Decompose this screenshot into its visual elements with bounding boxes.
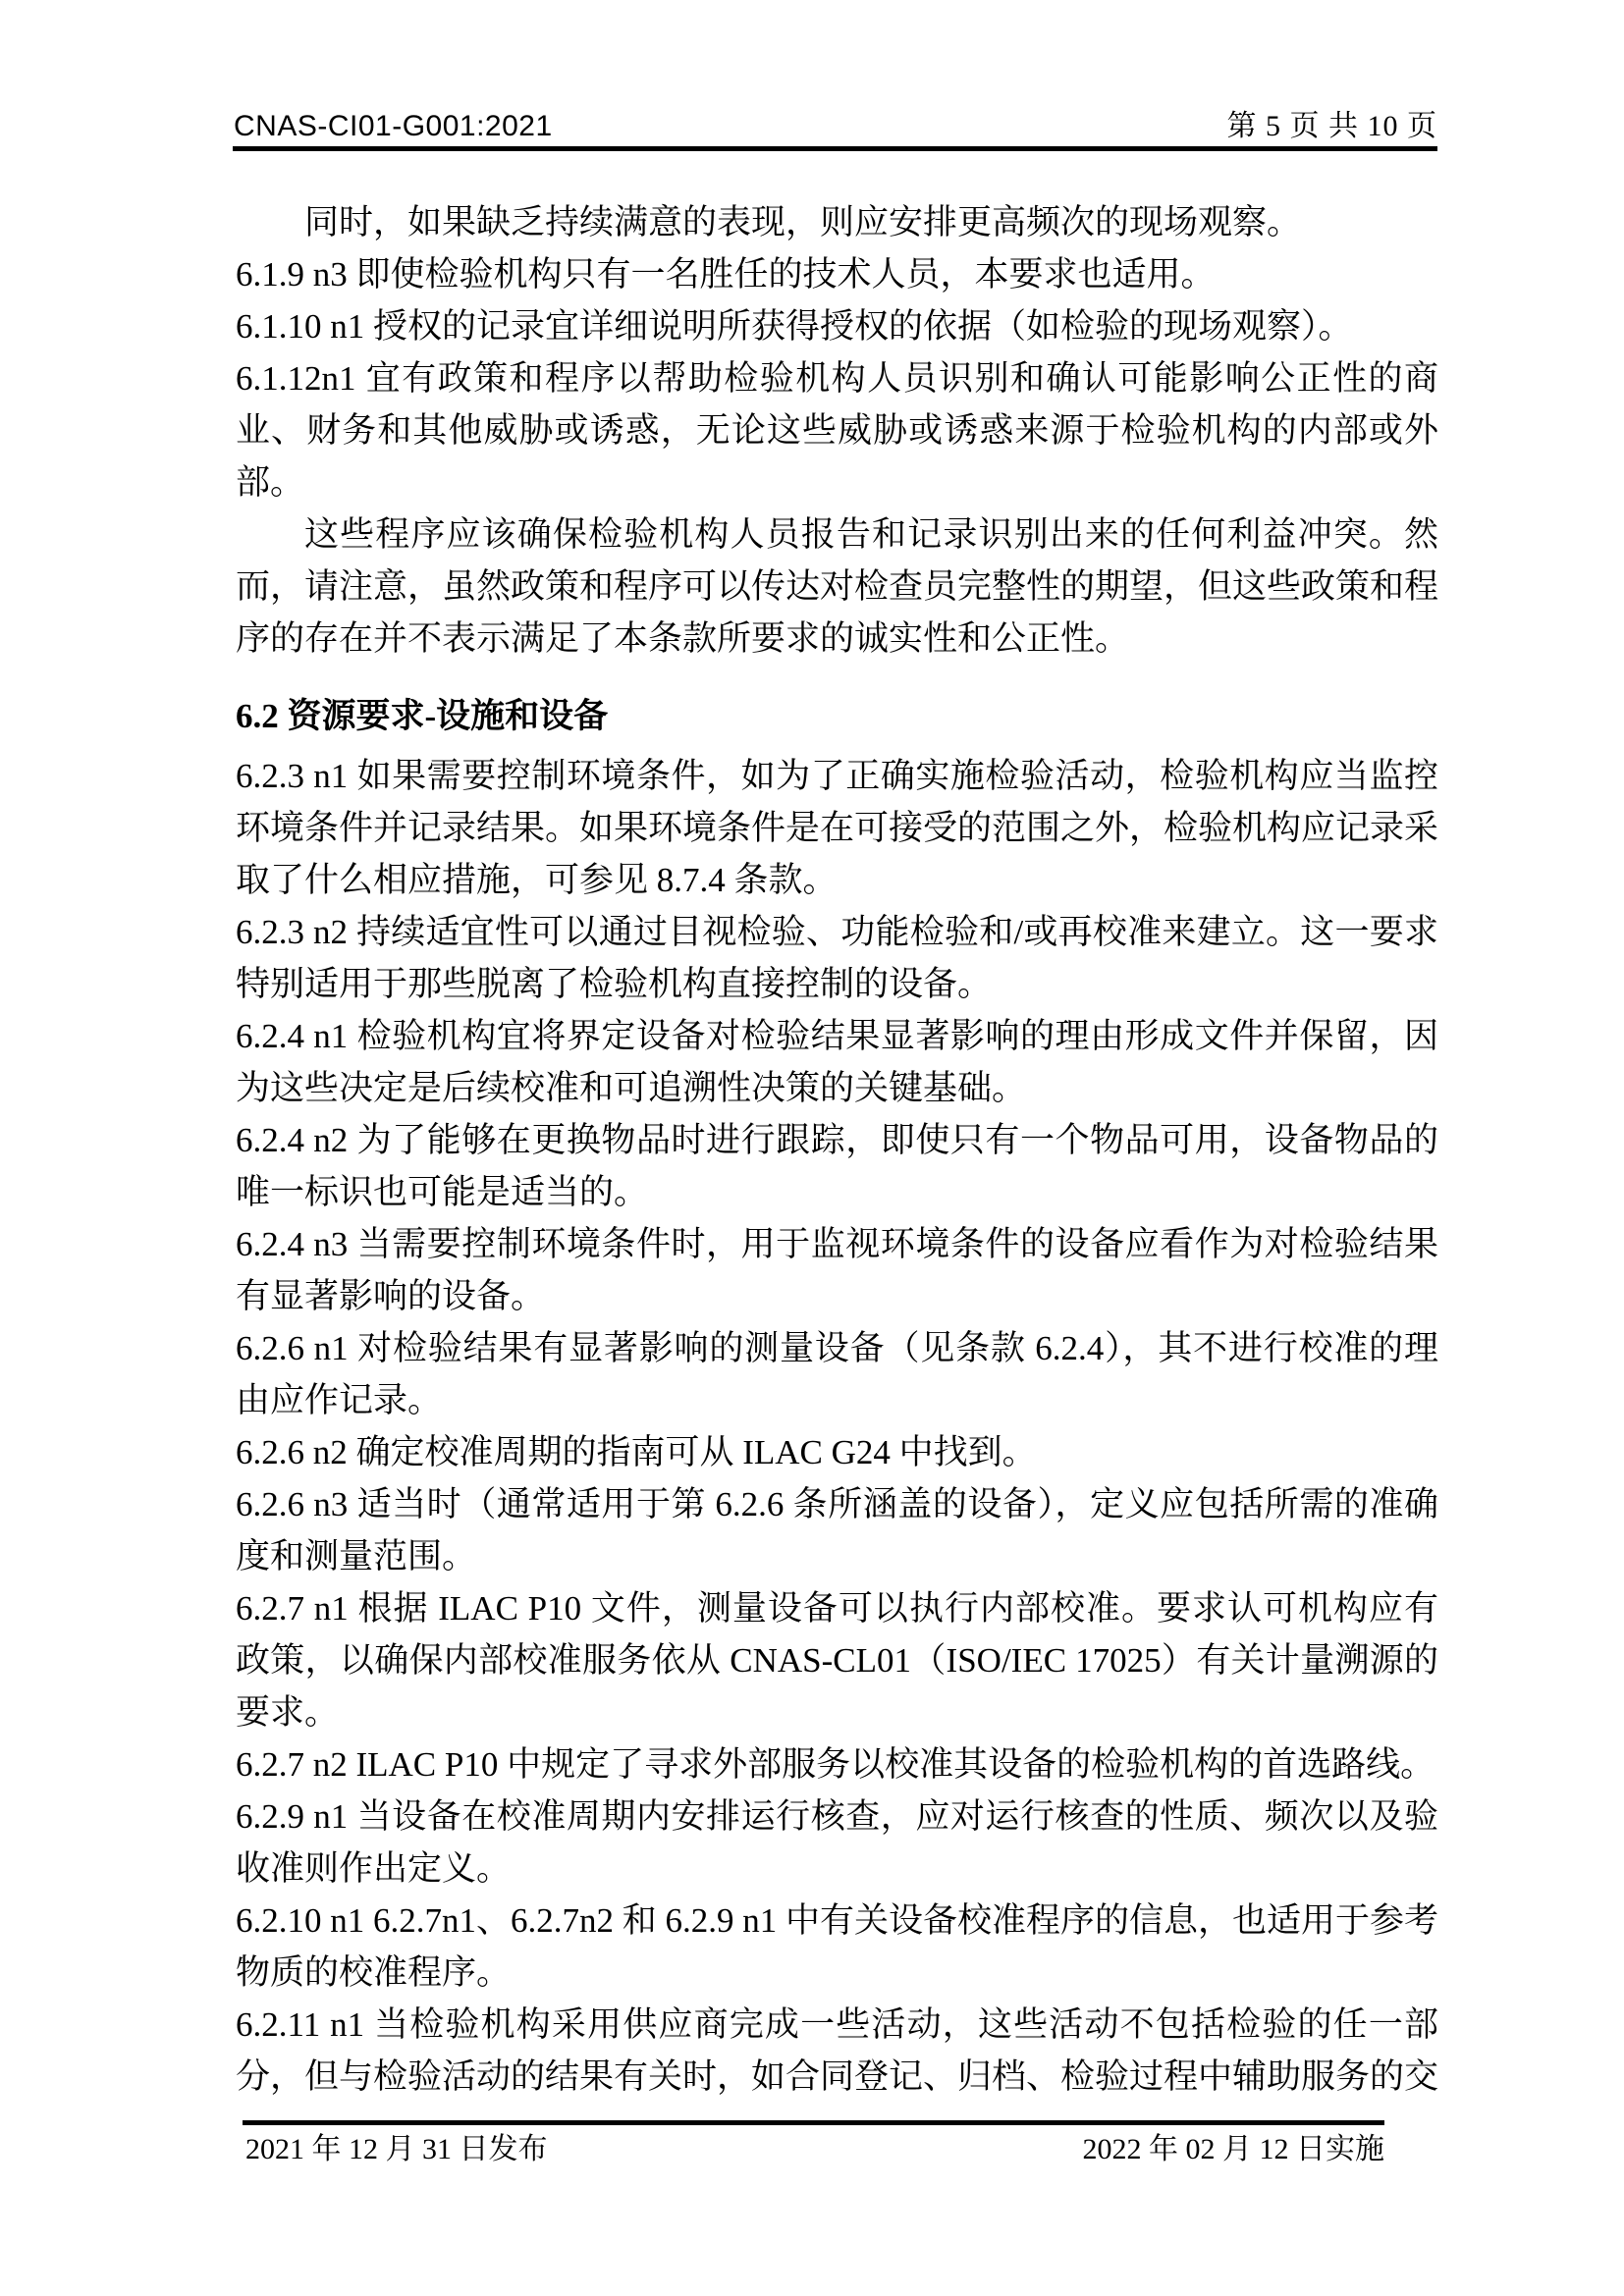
- section-heading: 6.2 资源要求-设施和设备: [236, 697, 609, 735]
- paragraph: 6.2.4 n1 检验机构宜将界定设备对检验结果显著影响的理由形成文件并保留，因为这些决定是后续校准和可追溯性决策的关键基础。: [236, 1017, 1438, 1107]
- header-rule: [233, 146, 1437, 151]
- paragraph: 6.2.11 n1 当检验机构采用供应商完成一些活动，这些活动不包括检验的任一部分，但与检验活动的结果有关时，如合同登记、归档、检验过程中辅助服务的交: [236, 2005, 1439, 2096]
- footer-rule: [243, 2120, 1384, 2125]
- page-footer: [245, 2132, 1384, 2167]
- paragraph: 6.2.10 n1 6.2.7n1、6.2.7n2 和 6.2.9 n1 中有关设备校准程序的信息，也适用于参考物质的校准程序。: [236, 1901, 1439, 1992]
- paragraph: 6.2.9 n1 当设备在校准周期内安排运行核查，应对运行核查的性质、频次以及验收准则作出定义。: [236, 1797, 1438, 1888]
- paragraph: 6.2.6 n1 对检验结果有显著影响的测量设备（见条款 6.2.4），其不进行校准的理由应作记录。: [236, 1329, 1438, 1419]
- paragraph: 6.2.6 n2 确定校准周期的指南可从 ILAC G24 中找到。: [236, 1433, 1037, 1471]
- paragraph: 6.2.7 n1 根据 ILAC P10 文件，测量设备可以执行内部校准。要求认可机构应有政策，以确保内部校准服务依从 CNAS-CL01（ISO/IEC 17025）有关计量溯源的要求。: [236, 1589, 1438, 1732]
- paragraph: 6.2.3 n1 如果需要控制环境条件，如为了正确实施检验活动，检验机构应当监控环境条件并记录结果。如果环境条件是在可接受的范围之外，检验机构应记录采取了什么相应措施，可参见 8.7.4 条款。: [236, 757, 1439, 899]
- paragraph: 同时，如果缺乏持续满意的表现，则应安排更高频次的现场观察。: [304, 203, 1302, 241]
- paragraph: 6.2.4 n3 当需要控制环境条件时，用于监视环境条件的设备应看作为对检验结果有显著影响的设备。: [236, 1225, 1438, 1315]
- paragraph: 6.1.10 n1 授权的记录宜详细说明所获得授权的依据（如检验的现场观察）。: [236, 307, 1353, 346]
- paragraph: 6.2.6 n3 适当时（通常适用于第 6.2.6 条所涵盖的设备），定义应包括所需的准确度和测量范围。: [236, 1485, 1438, 1575]
- footer-issue-date: 2021 年 12 月 31 日发布: [245, 2133, 548, 2165]
- paragraph: 6.2.3 n2 持续适宜性可以通过目视检验、功能检验和/或再校准来建立。这一要求特别适用于那些脱离了检验机构直接控制的设备。: [236, 913, 1438, 1003]
- paragraph: 这些程序应该确保检验机构人员报告和记录识别出来的任何利益冲突。然而，请注意，虽然政策和程序可以传达对检查员完整性的期望，但这些政策和程序的存在并不表示满足了本条款所要求的诚实性和公正性。: [236, 515, 1439, 658]
- paragraph: 6.1.12n1 宜有政策和程序以帮助检验机构人员识别和确认可能影响公正性的商业、财务和其他威胁或诱惑，无论这些威胁或诱惑来源于检验机构的内部或外部。: [236, 359, 1438, 502]
- paragraph: 6.2.7 n2 ILAC P10 中规定了寻求外部服务以校准其设备的检验机构的首选路线。: [236, 1745, 1435, 1784]
- paragraph: 6.2.4 n2 为了能够在更换物品时进行跟踪，即使只有一个物品可用，设备物品的唯一标识也可能是适当的。: [236, 1121, 1438, 1211]
- header-doc-code: CNAS-CI01-G001:2021: [234, 110, 553, 142]
- header-page-number: 第 5 页 共 10 页: [1226, 110, 1437, 142]
- footer-implement-date: 2022 年 02 月 12 日实施: [1082, 2133, 1384, 2165]
- page-header: [234, 108, 1437, 145]
- paragraph: 6.1.9 n3 即使检验机构只有一名胜任的技术人员，本要求也适用。: [236, 255, 1216, 294]
- document-body: [236, 196, 1438, 2103]
